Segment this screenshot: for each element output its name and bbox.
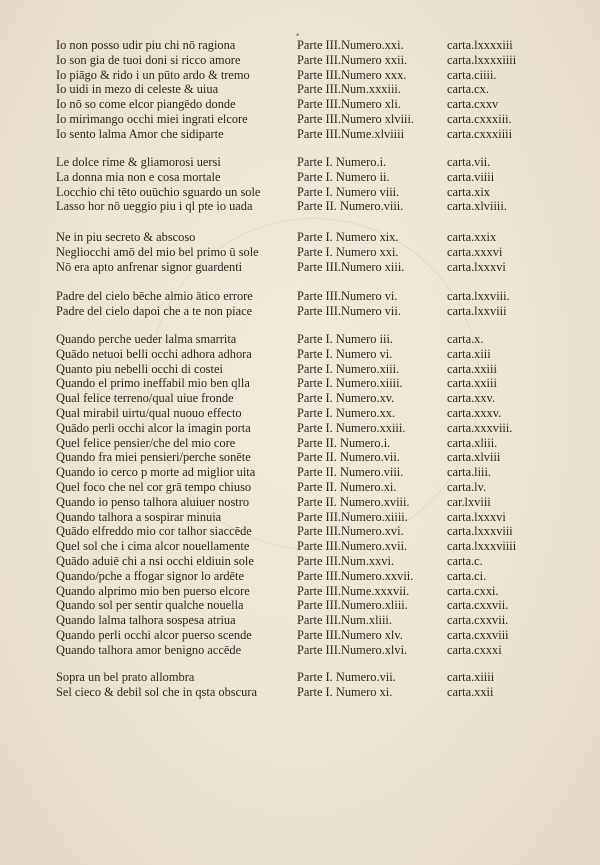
entry-leaf: carta.vii.: [447, 155, 491, 169]
entry-leaf: carta.cxxvii.: [447, 613, 509, 628]
index-entry: [56, 598, 576, 613]
entry-leaf: carta.xlviiii.: [447, 199, 507, 214]
entry-part-number: Parte II. Numero.i.: [297, 435, 391, 450]
entry-incipit: Quando talhora amor benigno accēde: [56, 642, 242, 657]
entry-part-number: Parte III.Numero.xvii.: [297, 539, 408, 554]
index-entry: [56, 584, 576, 599]
entry-leaf: carta.cxxvii.: [447, 598, 509, 613]
entry-incipit: Negliocchi amō del mio bel primo ū sole: [56, 244, 259, 259]
entry-part-number: Parte I. Numero xix.: [297, 230, 399, 244]
entry-leaf: carta.xxiii: [447, 376, 497, 391]
entry-part-number: Parte I. Numero.xxiii.: [297, 420, 406, 435]
entry-leaf: carta.xxxvi: [447, 244, 503, 259]
index-entry: [56, 510, 576, 525]
entry-incipit: Quando talhora a sospirar minuia: [56, 509, 222, 524]
entry-incipit: Sel cieco & debil sol che in qsta obscura: [56, 684, 257, 699]
entry-incipit: Quando io penso talhora aluiuer nostro: [56, 494, 250, 509]
entry-leaf: carta.lxxxvi: [447, 259, 506, 274]
entry-leaf: car.lxviii: [447, 494, 491, 509]
index-entry: [56, 613, 576, 628]
index-entry: [56, 554, 576, 569]
index-entry: [56, 406, 576, 421]
index-entry: [56, 347, 576, 362]
entry-incipit: Io non posso udir piu chi nō ragiona: [56, 38, 236, 52]
entry-leaf: carta.xiiii: [447, 670, 495, 684]
entry-leaf: carta.lxxxxiii: [447, 38, 513, 52]
entry-part-number: Parte III.Numero.xlvi.: [297, 642, 408, 657]
entry-leaf: carta.cxxxi: [447, 642, 502, 657]
entry-leaf: carta.c.: [447, 553, 483, 568]
index-entry: [56, 628, 576, 643]
entry-part-number: Parte III.Num.xliii.: [297, 613, 392, 628]
entry-incipit: Quando el primo ineffabil mio ben qlla: [56, 376, 250, 391]
entry-part-number: Parte I. Numero.i.: [297, 155, 387, 169]
index-entry: [56, 421, 576, 436]
entry-part-number: Parte II. Numero.xi.: [297, 479, 397, 494]
entry-incipit: La donna mia non e cosa mortale: [56, 169, 221, 184]
entry-part-number: Parte II. Numero.vii.: [297, 450, 400, 465]
index-entry: [56, 68, 576, 83]
entry-part-number: Parte I. Numero.xiii.: [297, 361, 400, 376]
index-group: [56, 230, 576, 274]
index-entry: [56, 524, 576, 539]
entry-incipit: Quādo netuoi belli occhi adhora adhora: [56, 346, 252, 361]
index-entry: [56, 304, 576, 319]
index-entry: [56, 127, 576, 142]
index-group: [56, 670, 576, 700]
entry-leaf: carta.lxxviii: [447, 303, 507, 318]
entry-part-number: Parte III.Numero.xxvii.: [297, 568, 414, 583]
index-entry: [56, 391, 576, 406]
index-entry: [56, 230, 576, 245]
entry-leaf: carta.xiii: [447, 346, 491, 361]
index-entry: [56, 260, 576, 275]
entry-leaf: carta.viiii: [447, 169, 495, 184]
entry-incipit: Quel sol che i cima alcor nouellamente: [56, 539, 250, 554]
entry-leaf: carta.lxxxviiii: [447, 539, 517, 554]
entry-incipit: Io sento lalma Amor che sidiparte: [56, 126, 224, 141]
entry-part-number: Parte III.Numero vii.: [297, 303, 401, 318]
entry-leaf: carta.cxxi.: [447, 583, 499, 598]
entry-leaf: carta.lxxxxiiii: [447, 52, 517, 67]
entry-incipit: Quando/pche a ffogar signor lo ardēte: [56, 568, 244, 583]
entry-part-number: Parte I. Numero ii.: [297, 169, 390, 184]
entry-part-number: Parte I. Numero vi.: [297, 346, 393, 361]
index-entry: [56, 436, 576, 451]
index-entry: [56, 362, 576, 377]
entry-incipit: Qual felice terreno/qual uiue fronde: [56, 391, 234, 406]
entry-incipit: Quel foco che nel cor grā tempo chiuso: [56, 479, 252, 494]
entry-incipit: Io nō so come elcor piangēdo donde: [56, 97, 236, 112]
entry-part-number: Parte III.Numero xxx.: [297, 67, 407, 82]
entry-leaf: carta.liii.: [447, 465, 492, 480]
entry-part-number: Parte III.Numero.xvi.: [297, 524, 404, 539]
index-entry: [56, 495, 576, 510]
entry-part-number: Parte III.Numero xiii.: [297, 259, 405, 274]
entry-part-number: Parte II. Numero.xviii.: [297, 494, 410, 509]
entry-leaf: carta.ci.: [447, 568, 487, 583]
entry-incipit: Nō era apto anfrenar signor guardenti: [56, 259, 243, 274]
entry-part-number: Parte III.Numero xxii.: [297, 52, 408, 67]
entry-incipit: Ne in piu secreto & abscoso: [56, 230, 196, 244]
index-entry: [56, 38, 576, 53]
entry-leaf: carta.x.: [447, 332, 484, 346]
entry-incipit: Quando sol per sentir qualche nouella: [56, 598, 244, 613]
entry-part-number: Parte I. Numero.vii.: [297, 670, 396, 684]
entry-leaf: carta.cxxxiiii: [447, 126, 513, 141]
index-entry: [56, 450, 576, 465]
index-entry: [56, 685, 576, 700]
entry-leaf: carta.lxxxviii: [447, 524, 513, 539]
entry-leaf: carta.cxxxiii.: [447, 111, 512, 126]
entry-part-number: Parte III.Numero.xiiii.: [297, 509, 408, 524]
index-group: [56, 332, 576, 658]
entry-part-number: Parte III.Num.xxxiii.: [297, 82, 401, 97]
entry-incipit: Io uidi in mezo di celeste & uiua: [56, 82, 219, 97]
entry-incipit: Quando lalma talhora sospesa atriua: [56, 613, 236, 628]
entry-incipit: Sopra un bel prato allombra: [56, 670, 195, 684]
entry-leaf: carta.cxxviii: [447, 627, 509, 642]
index-group: [56, 289, 576, 319]
entry-leaf: carta.xxxviii.: [447, 420, 513, 435]
entry-part-number: Parte I. Numero viii.: [297, 184, 400, 199]
entry-part-number: Parte III.Nume.xxxvii.: [297, 583, 410, 598]
entry-leaf: carta.xxiii: [447, 361, 497, 376]
entry-part-number: Parte III.Num.xxvi.: [297, 553, 395, 568]
index-entry: [56, 199, 576, 214]
entry-part-number: Parte I. Numero xxi.: [297, 244, 399, 259]
entry-leaf: carta.xliii.: [447, 435, 498, 450]
entry-leaf: carta.lxxviii.: [447, 289, 510, 303]
index-entry: [56, 82, 576, 97]
entry-part-number: Parte I. Numero xi.: [297, 684, 393, 699]
index-group: [56, 38, 576, 142]
index-entry: [56, 97, 576, 112]
index-entry: [56, 643, 576, 658]
entry-part-number: Parte III.Numero xli.: [297, 97, 401, 112]
entry-leaf: carta.xix: [447, 184, 490, 199]
entry-leaf: carta.lxxxvi: [447, 509, 506, 524]
entry-incipit: Quando perche ueder lalma smarrita: [56, 332, 237, 346]
entry-incipit: Io son gia de tuoi doni si ricco amore: [56, 52, 241, 67]
entry-leaf: carta.xlviii: [447, 450, 501, 465]
index-entry: [56, 289, 576, 304]
index-entry: [56, 170, 576, 185]
entry-incipit: Quando fra miei pensieri/perche sonēte: [56, 450, 251, 465]
entry-part-number: Parte III.Numero.xliii.: [297, 598, 408, 613]
index-entry: [56, 376, 576, 391]
entry-leaf: carta.xxii: [447, 684, 494, 699]
entry-leaf: carta.xxv.: [447, 391, 496, 406]
index-entry: [56, 53, 576, 68]
entry-incipit: Quādo perli occhi alcor la imagin porta: [56, 420, 251, 435]
entry-incipit: Qual mirabil uirtu/qual nuouo effecto: [56, 405, 242, 420]
entry-incipit: Quādo elfreddo mio cor talhor siaccēde: [56, 524, 252, 539]
entry-incipit: Io piāgo & rido i un pūto ardo & tremo: [56, 67, 250, 82]
index-entry: [56, 465, 576, 480]
entry-incipit: Quando perli occhi alcor puerso scende: [56, 627, 252, 642]
entry-part-number: Parte III.Nume.xlviiii: [297, 126, 405, 141]
index-entry: [56, 245, 576, 260]
index-group: [56, 155, 576, 214]
index-entry: [56, 480, 576, 495]
index-entry: [56, 569, 576, 584]
entry-incipit: Quel felice pensier/che del mio core: [56, 435, 236, 450]
entry-leaf: carta.lv.: [447, 479, 487, 494]
entry-leaf: carta.cx.: [447, 82, 489, 97]
entry-leaf: carta.xxxv.: [447, 405, 502, 420]
page-mark: •: [296, 30, 300, 40]
entry-part-number: Parte II. Numero.viii.: [297, 199, 404, 214]
entry-part-number: Parte III.Numero xlv.: [297, 627, 403, 642]
entry-incipit: Padre del cielo bēche almio ātico errore: [56, 289, 253, 303]
entry-part-number: Parte II. Numero.viii.: [297, 465, 404, 480]
index-entry: [56, 155, 576, 170]
entry-part-number: Parte III.Numero.xxi.: [297, 38, 404, 52]
index-entry: [56, 539, 576, 554]
entry-incipit: Quando alprimo mio ben puerso elcore: [56, 583, 250, 598]
entry-leaf: carta.xxix: [447, 230, 497, 244]
entry-incipit: Io mirimango occhi miei ingrati elcore: [56, 111, 248, 126]
entry-incipit: Quādo aduiē chi a nsi occhi eldiuin sole: [56, 553, 254, 568]
entry-part-number: Parte I. Numero iii.: [297, 332, 394, 346]
index-entry: [56, 332, 576, 347]
entry-incipit: Le dolce rime & gliamorosi uersi: [56, 155, 221, 169]
entry-incipit: Lasso hor nō ueggio piu i ql pte io uada: [56, 199, 253, 214]
entry-leaf: carta.cxxv: [447, 97, 499, 112]
entry-part-number: Parte III.Numero xlviii.: [297, 111, 414, 126]
entry-part-number: Parte I. Numero.xx.: [297, 405, 396, 420]
index-entry: [56, 185, 576, 200]
entry-incipit: Padre del cielo dapoi che a te non piace: [56, 303, 253, 318]
entry-leaf: carta.ciiii.: [447, 67, 497, 82]
index-entry: [56, 112, 576, 127]
entry-part-number: Parte I. Numero.xv.: [297, 391, 395, 406]
index-entry: [56, 670, 576, 685]
entry-incipit: Quanto piu nebelli occhi di costei: [56, 361, 223, 376]
entry-incipit: Locchio chi tēto ouūchio sguardo un sole: [56, 184, 261, 199]
entry-part-number: Parte III.Numero vi.: [297, 289, 398, 303]
entry-part-number: Parte I. Numero.xiiii.: [297, 376, 403, 391]
entry-incipit: Quando io cerco p morte ad miglior uita: [56, 465, 256, 480]
